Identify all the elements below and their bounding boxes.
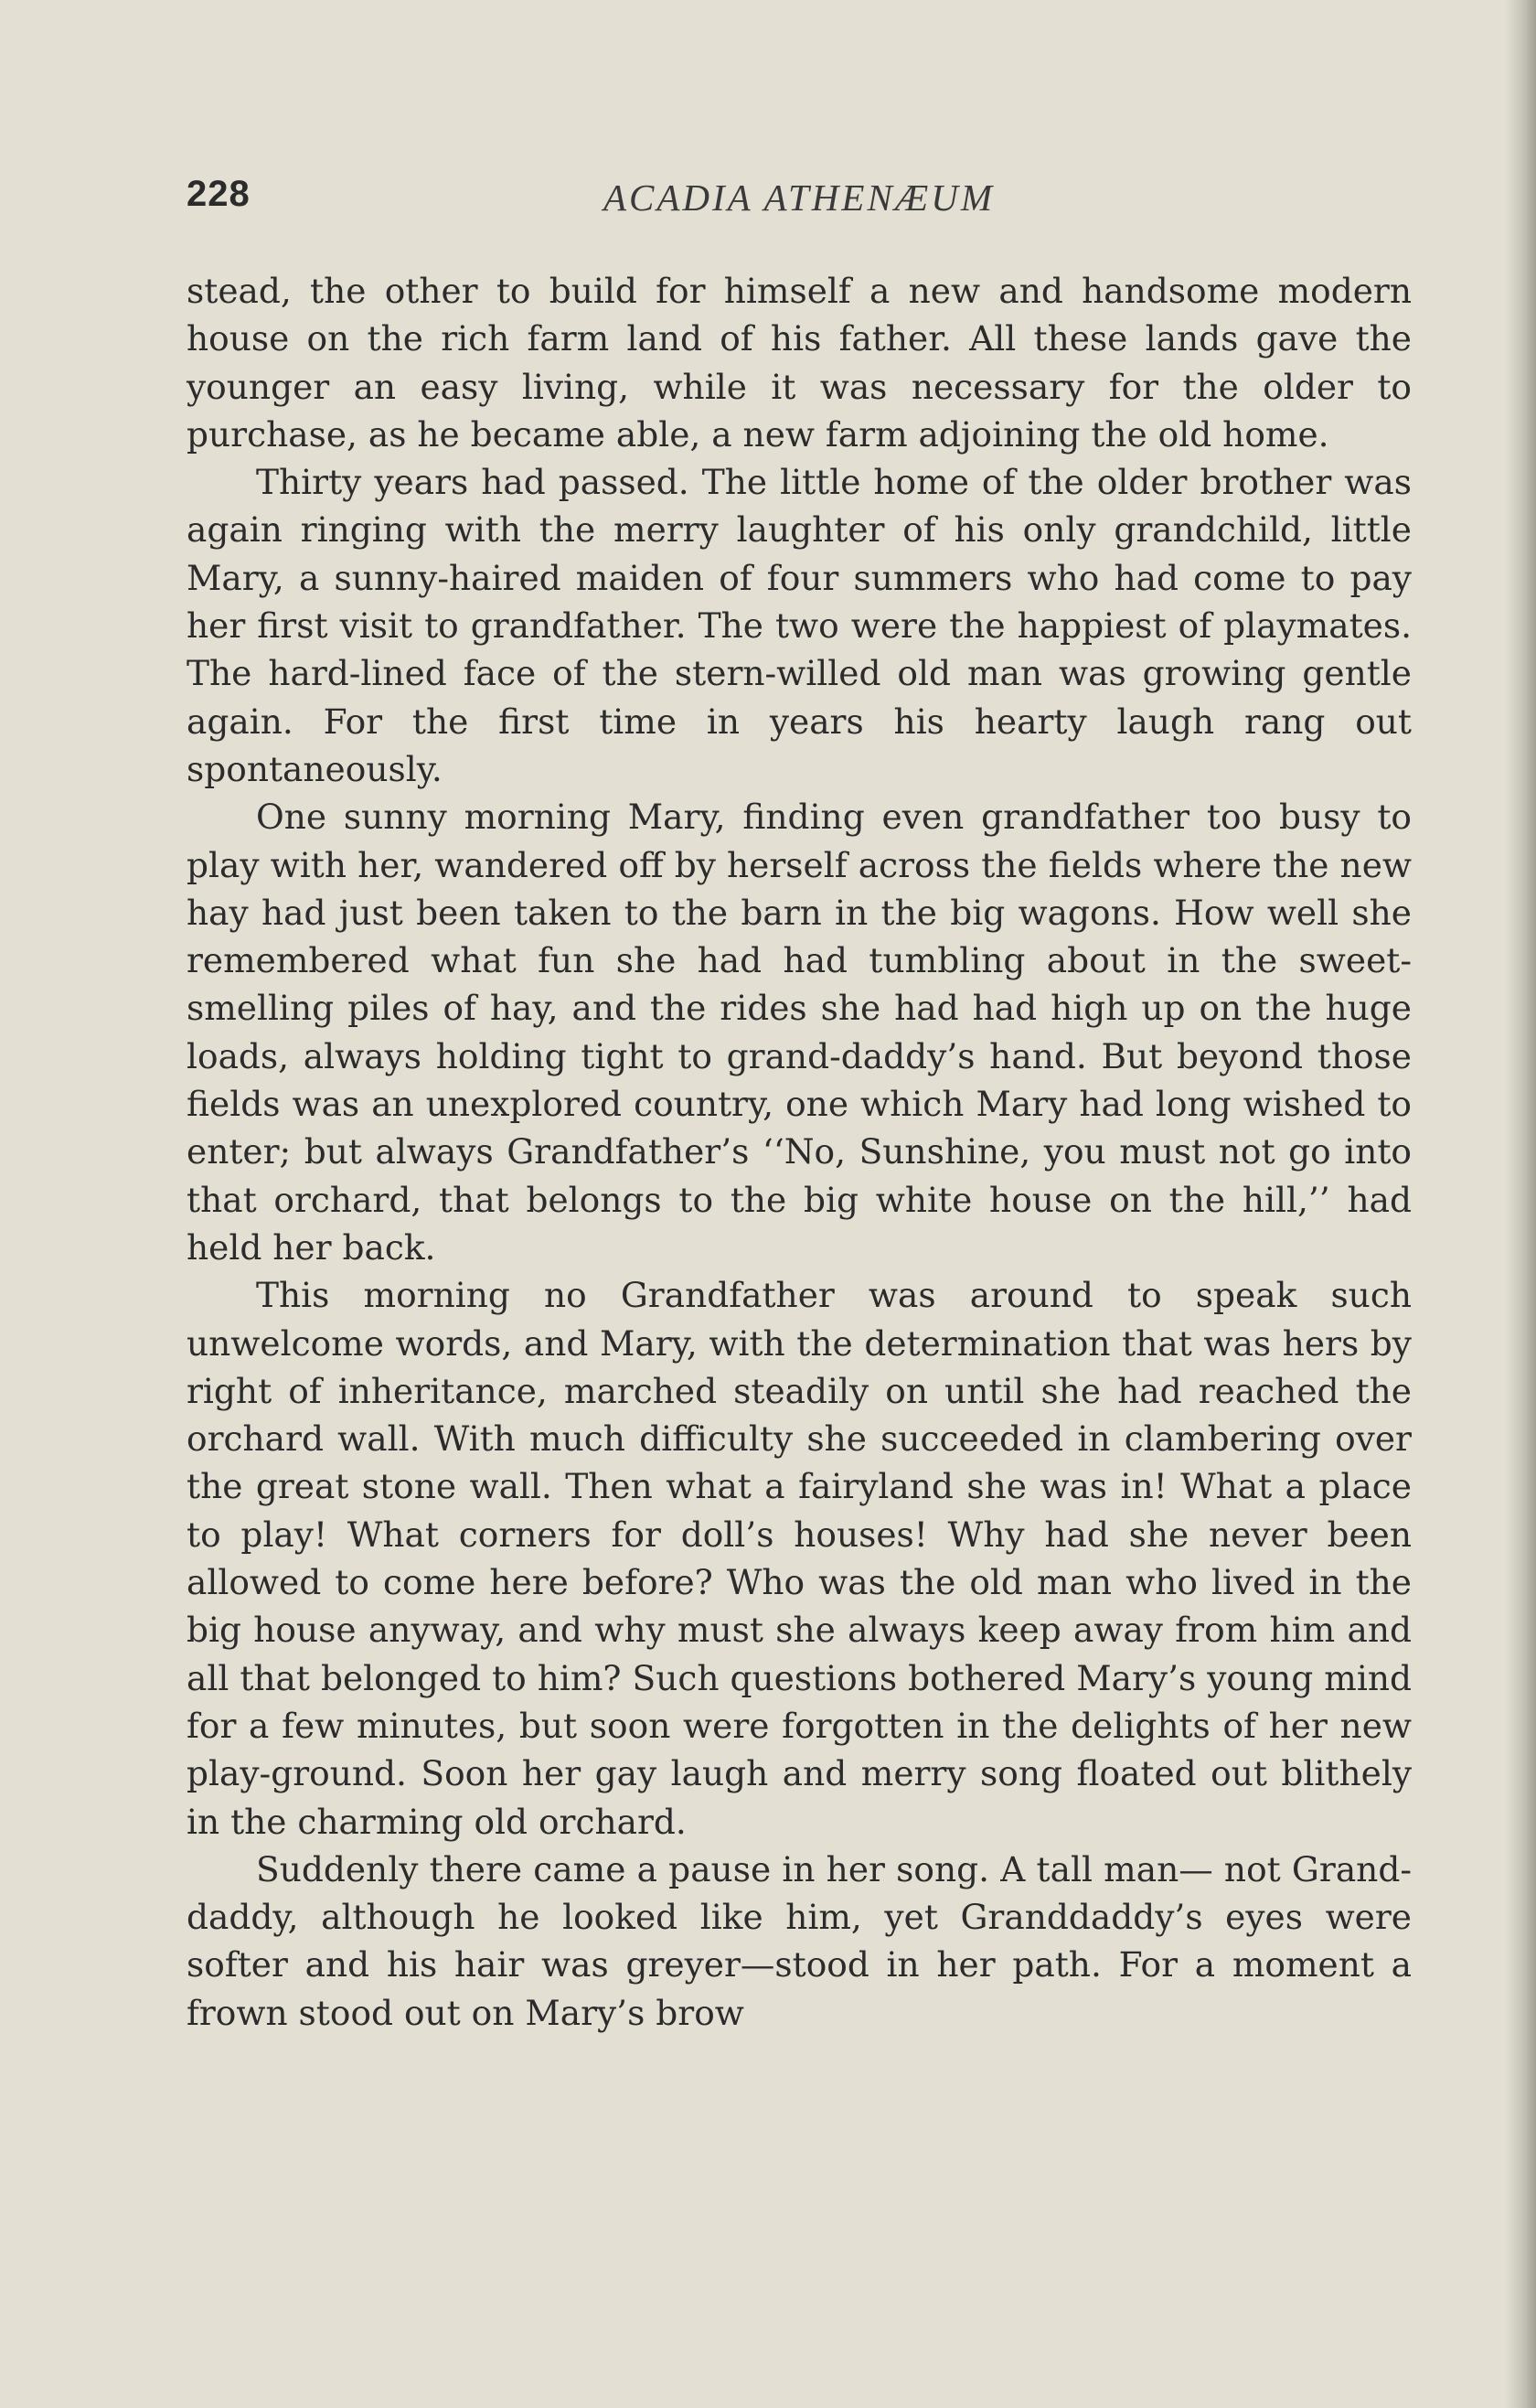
journal-title: ACADIA ATHENÆUM	[603, 177, 996, 219]
body-text	[187, 267, 1412, 2037]
paragraph: Suddenly there came a pause in her song. A tall man— not Grand-daddy, although he looked like him, yet Granddaddy’s eyes were softer and his hair was greyer—stood in her path. For a moment a frown stood out on Mary’s brow	[187, 1848, 1412, 2033]
paragraph: One sunny morning Mary, finding even grandfather too busy to play with her, wandered off by herself across the fields where the new hay had just been taken to the barn in the big wagons. How well she remembered what fun she had had tumbling about in the sweet-smelling piles of hay, and the rides she had had high up on the huge loads, always holding tight to grand-daddy’s hand. But beyond those fields was an unexplored country, one which Mary had long wished to enter; but always Grandfather’s ‘‘No, Sunshine, you must not go into that orchard, that belongs to the big white house on the hill,’’ had held her back.	[187, 797, 1412, 1268]
paragraph: This morning no Grandfather was around to speak such unwelcome words, and Mary, with the determination that was hers by right of inheritance, marched steadily on until she had reached the orchard wall. With much difficulty she succeeded in clambering over the great stone wall. Then what a fairyland she was in! What a place to play! What corners for doll’s houses! Why had she never been allowed to come here before? Who was the old man who lived in the big house anyway, and why must she always keep away from him and all that belonged to him? Such questions bothered Mary’s young mind for a few minutes, but soon were forgotten in the delights of her new play-ground. Soon her gay laugh and merry song floated out blithely in the charming old orchard.	[187, 1275, 1412, 1842]
document-page	[187, 174, 1412, 2037]
page-number: 228	[187, 174, 251, 214]
paragraph: Thirty years had passed. The little home of the older brother was again ringing with the merry laughter of his only grandchild, little Mary, a sunny-haired maiden of four summers who had come to pay her first visit to grandfather. The two were the happiest of playmates. The hard-lined face of the stern-willed old man was growing gentle again. For the first time in years his hearty laugh rang out spontaneously.	[187, 462, 1412, 789]
page-edge-shadow	[1505, 0, 1536, 2408]
running-head	[187, 174, 1412, 229]
paragraph: stead, the other to build for himself a new and handsome modern house on the rich farm land of his father. All these lands gave the younger an easy living, while it was necessary for the older to purchase, as he became able, a new farm adjoining the old home.	[187, 271, 1412, 455]
